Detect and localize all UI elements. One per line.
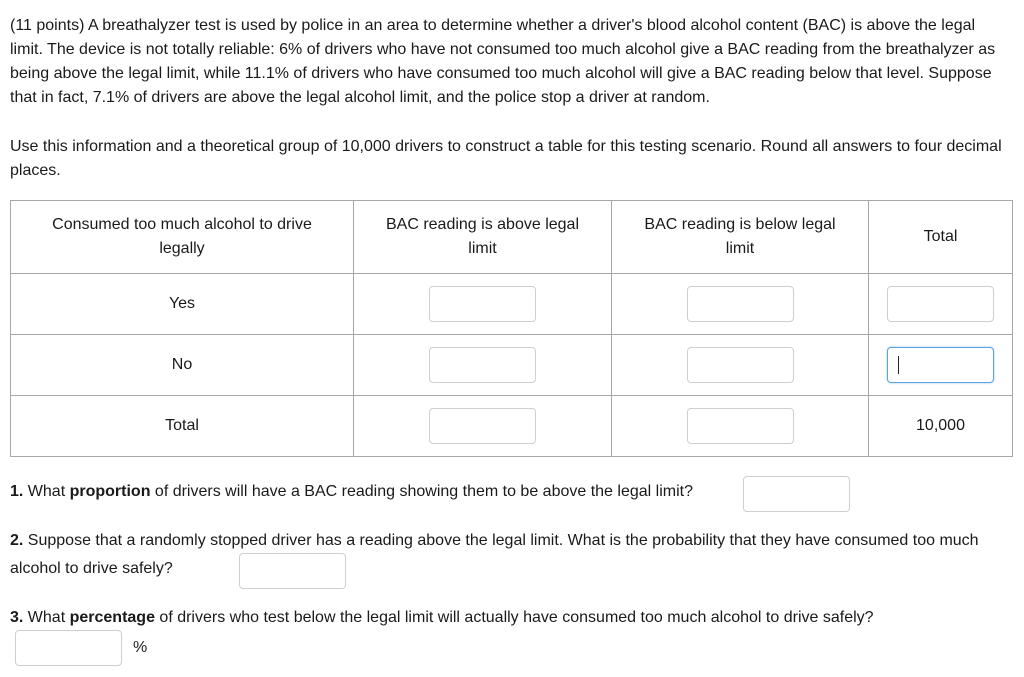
- cell-total-above: [354, 396, 612, 457]
- input-total-below[interactable]: [687, 408, 794, 444]
- input-yes-total[interactable]: [887, 286, 994, 322]
- cell-no-below: [612, 335, 869, 396]
- contingency-table: [10, 200, 1013, 457]
- table-row-total: [11, 396, 1013, 457]
- problem-intro: (11 points) A breathalyzer test is used by police in an area to determine whether a driver's blood alcohol content (BAC) is above the legal limit. The device is not totally reliable: 6% of drivers who have not consumed too much alcohol give a BAC reading from the breathalyzer as being above the legal limit, while 11.1% of drivers who have consumed too much alcohol will give a BAC reading below that level. Suppose that in fact, 7.1% of drivers are above the legal alcohol limit, and the police stop a driver at random.: [10, 17, 996, 106]
- input-yes-above[interactable]: [429, 286, 536, 322]
- answer-1-input[interactable]: [743, 476, 850, 512]
- cell-yes-below: [612, 274, 869, 335]
- percent-unit: %: [133, 639, 148, 656]
- header-consumed: [11, 201, 354, 274]
- row-label-total: Total: [11, 396, 354, 457]
- question-1: [10, 478, 1010, 506]
- row-label-no: No: [11, 335, 354, 396]
- question-3-bold: percentage: [69, 609, 155, 626]
- cell-grand-total: 10,000: [869, 396, 1013, 457]
- question-3-pre: What: [27, 609, 70, 626]
- problem-instructions: Use this information and a theoretical group of 10,000 drivers to construct a table for this testing scenario. Round all answers to four decimal places.: [10, 138, 1002, 179]
- question-3: [10, 604, 1010, 632]
- table-header-row: [11, 201, 1013, 274]
- question-3-post: of drivers who test below the legal limit will actually have consumed too much alcohol to drive safely?: [154, 609, 874, 626]
- text-caret: [898, 356, 899, 374]
- question-3-number: 3.: [10, 609, 24, 626]
- input-total-above[interactable]: [429, 408, 536, 444]
- header-total: Total: [869, 201, 1013, 274]
- cell-no-above: [354, 335, 612, 396]
- input-yes-below[interactable]: [687, 286, 794, 322]
- header-above-label: BAC reading is above legal limit: [385, 216, 579, 257]
- input-no-above[interactable]: [429, 347, 536, 383]
- question-2-number: 2.: [10, 532, 24, 549]
- question-1-bold: proportion: [69, 483, 151, 500]
- cell-no-total: [869, 335, 1013, 396]
- input-no-below[interactable]: [687, 347, 794, 383]
- cell-yes-above: [354, 274, 612, 335]
- header-above: [354, 201, 612, 274]
- input-no-total[interactable]: [887, 347, 994, 383]
- question-1-number: 1.: [10, 483, 24, 500]
- table-row-no: [11, 335, 1013, 396]
- question-1-pre: What: [27, 483, 70, 500]
- question-1-post: of drivers will have a BAC reading showing them to be above the legal limit?: [150, 483, 693, 500]
- cell-total-below: [612, 396, 869, 457]
- question-2: [10, 527, 1010, 583]
- header-below: [612, 201, 869, 274]
- question-2-text: Suppose that a randomly stopped driver has a reading above the legal limit. What is the probability that they have consumed too much alcohol to drive safely?: [10, 532, 979, 577]
- table-row-yes: [11, 274, 1013, 335]
- cell-yes-total: [869, 274, 1013, 335]
- row-label-yes: Yes: [11, 274, 354, 335]
- header-consumed-label: Consumed too much alcohol to drive legally: [52, 216, 312, 257]
- answer-3-input[interactable]: [15, 630, 122, 666]
- answer-2-input[interactable]: [239, 553, 346, 589]
- header-below-label: BAC reading is below legal limit: [644, 216, 836, 257]
